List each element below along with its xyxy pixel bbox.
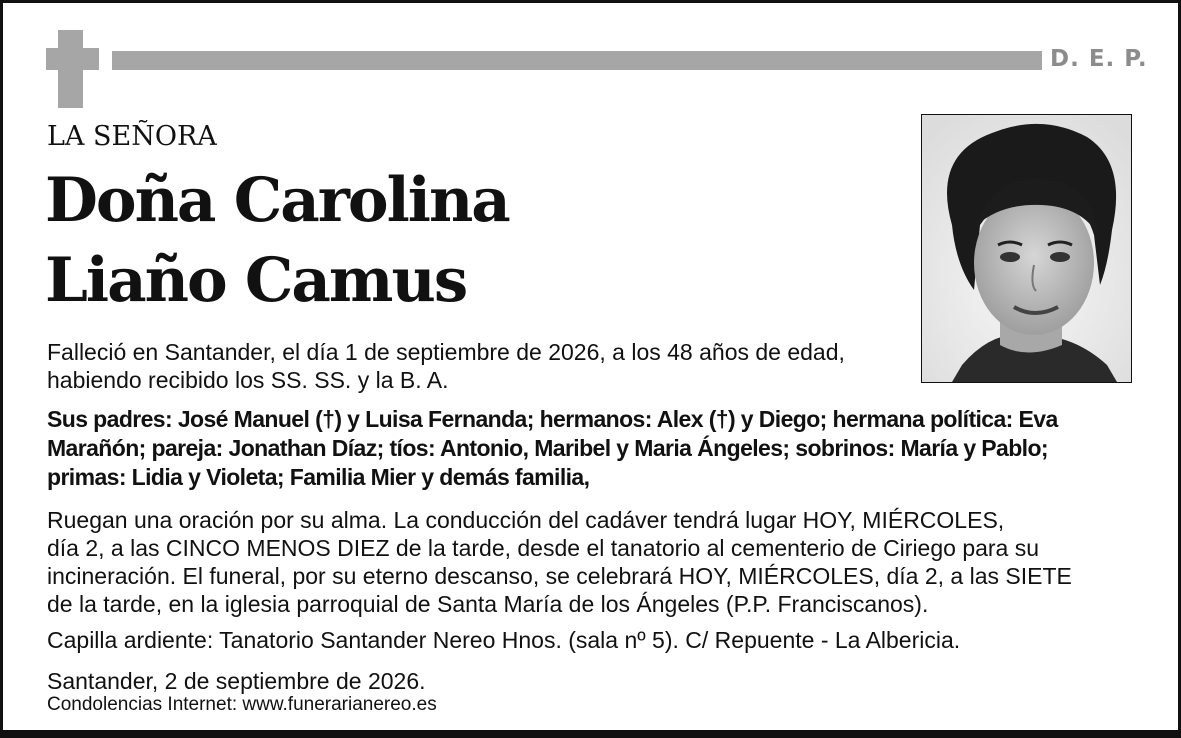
family-line2: Marañón; pareja: Jonathan Díaz; tíos: Antonio, Maribel y Maria Ángeles; sobrinos: María y Pablo; xyxy=(47,435,1048,461)
death-notice-line1: Falleció en Santander, el día 1 de septiembre de 2026, a los 48 años de edad, xyxy=(47,339,845,365)
ceremony-line1: Ruegan una oración por su alma. La conducción del cadáver tendrá lugar HOY, MIÉRCOLES, xyxy=(47,507,1005,533)
deceased-name-line1: Doña Carolina xyxy=(45,165,509,236)
cross-icon-arm xyxy=(46,48,99,70)
portrait-photo xyxy=(921,114,1132,383)
dep-label: D. E. P. xyxy=(1050,46,1148,72)
ceremony-line3: incineración. El funeral, por su eterno descanso, se celebrará HOY, MIÉRCOLES, día 2, a las SIETE xyxy=(47,563,1072,589)
ceremony-line4: de la tarde, en la iglesia parroquial de Santa María de los Ángeles (P.P. Franciscanos). xyxy=(47,591,929,617)
death-notice-line2: habiendo recibido los SS. SS. y la B. A. xyxy=(47,367,449,393)
ceremony-line2: día 2, a las CINCO MENOS DIEZ de la tarde, desde el tanatorio al cementerio de Ciriego para su xyxy=(47,535,1040,561)
family-line1: Sus padres: José Manuel (†) y Luisa Fernanda; hermanos: Alex (†) y Diego; hermana política: Eva xyxy=(47,406,1058,432)
header-rule xyxy=(112,51,1042,70)
place-date: Santander, 2 de septiembre de 2026. xyxy=(47,668,426,694)
deceased-name-line2: Liaño Camus xyxy=(45,245,467,316)
honorific: LA SEÑORA xyxy=(47,121,217,152)
condolences-link: Condolencias Internet: www.funerarianereo.es xyxy=(47,694,437,715)
chapel-info: Capilla ardiente: Tanatorio Santander Nereo Hnos. (sala nº 5). C/ Repuente - La Albericia. xyxy=(47,627,961,653)
family-line3: primas: Lidia y Violeta; Familia Mier y demás familia, xyxy=(47,464,590,490)
